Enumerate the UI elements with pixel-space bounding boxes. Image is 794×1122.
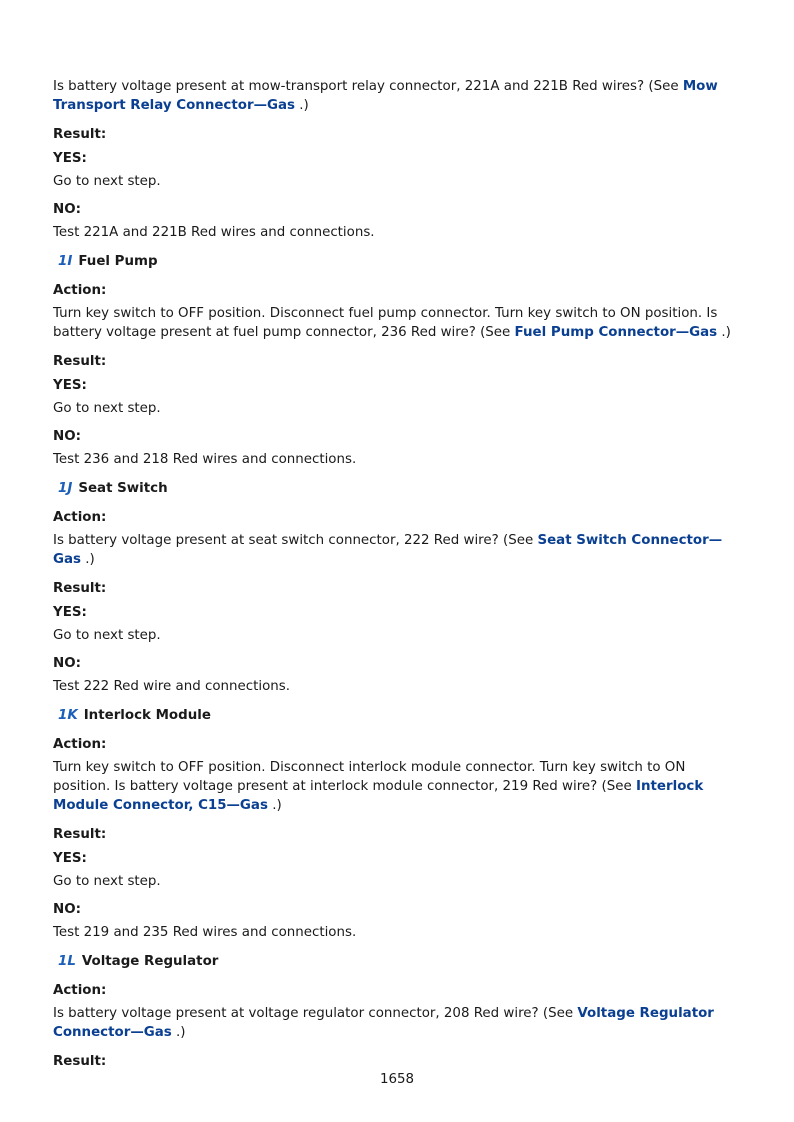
action-text bbox=[53, 531, 743, 569]
step-id: 1L bbox=[58, 954, 76, 969]
action-text bbox=[53, 1004, 743, 1042]
step-id: 1J bbox=[58, 481, 73, 496]
action-text: Is battery voltage present at mow-transport relay connector, 221A and 221B Red wires? (See bbox=[53, 79, 683, 94]
step-title: Fuel Pump bbox=[78, 254, 158, 269]
yes-text: Go to next step. bbox=[53, 401, 161, 416]
step-title: Seat Switch bbox=[78, 481, 168, 496]
result-label: Result: bbox=[53, 581, 107, 596]
yes-label: YES: bbox=[53, 851, 87, 866]
action-text-end: .) bbox=[171, 1025, 186, 1040]
action-text-start: Turn key switch to OFF position. Disconnect fuel pump connector. Turn key switch to ON position. Is battery voltage present at fuel pump connector, 236 Red wire? (See bbox=[53, 306, 718, 340]
step-title: Voltage Regulator bbox=[81, 954, 219, 969]
result-label: Result: bbox=[53, 354, 107, 369]
no-text: Test 219 and 235 Red wires and connections. bbox=[53, 925, 357, 940]
fuel-pump-connector-link[interactable]: Fuel Pump Connector—Gas bbox=[514, 325, 718, 340]
document-body bbox=[53, 77, 743, 1071]
step-title: Interlock Module bbox=[83, 708, 211, 723]
action-label: Action: bbox=[53, 737, 107, 752]
action-text-start: Turn key switch to OFF position. Disconnect interlock module connector. Turn key switch to ON position. Is battery voltage present at interlock module connector, 219 Red wire? (See bbox=[53, 760, 686, 794]
yes-label: YES: bbox=[53, 605, 87, 620]
interlock-module-connector-link[interactable]: Interlock Module Connector, C15—Gas bbox=[53, 779, 704, 813]
result-label: Result: bbox=[53, 1054, 107, 1069]
yes-text: Go to next step. bbox=[53, 874, 161, 889]
action-text-start: Is battery voltage present at seat switch connector, 222 Red wire? (See bbox=[53, 533, 538, 548]
action-text-end: .) bbox=[717, 325, 731, 340]
no-label: NO: bbox=[53, 429, 81, 444]
yes-label: YES: bbox=[53, 378, 87, 393]
step-id: 1I bbox=[58, 254, 73, 269]
action-text-start: Is battery voltage present at voltage regulator connector, 208 Red wire? (See bbox=[53, 1006, 578, 1021]
action-text-end: .) bbox=[267, 798, 282, 813]
page-number: 1658 bbox=[379, 1072, 415, 1087]
no-text: Test 221A and 221B Red wires and connections. bbox=[53, 225, 375, 240]
action-text-end: .) bbox=[294, 98, 309, 113]
no-label: NO: bbox=[53, 202, 81, 217]
intro-action-text bbox=[53, 77, 743, 115]
no-label: NO: bbox=[53, 656, 81, 671]
step-heading bbox=[53, 706, 743, 725]
no-text: Test 236 and 218 Red wires and connections. bbox=[53, 452, 357, 467]
action-text bbox=[53, 758, 743, 815]
step-id: 1K bbox=[58, 708, 78, 723]
mow-transport-relay-link[interactable]: Mow Transport Relay Connector—Gas bbox=[53, 79, 718, 113]
no-text: Test 222 Red wire and connections. bbox=[53, 679, 290, 694]
seat-switch-connector-link[interactable]: Seat Switch Connector—Gas bbox=[53, 533, 723, 567]
voltage-regulator-connector-link[interactable]: Voltage Regulator Connector—Gas bbox=[53, 1006, 714, 1040]
result-label: Result: bbox=[53, 127, 107, 142]
action-label: Action: bbox=[53, 983, 107, 998]
action-label: Action: bbox=[53, 510, 107, 525]
yes-label: YES: bbox=[53, 151, 87, 166]
action-label: Action: bbox=[53, 283, 107, 298]
yes-text: Go to next step. bbox=[53, 174, 161, 189]
step-heading bbox=[53, 479, 743, 498]
action-text-end: .) bbox=[81, 552, 95, 567]
step-heading bbox=[53, 952, 743, 971]
result-label: Result: bbox=[53, 827, 107, 842]
action-text bbox=[53, 304, 743, 342]
no-label: NO: bbox=[53, 902, 81, 917]
step-heading bbox=[53, 252, 743, 271]
yes-text: Go to next step. bbox=[53, 628, 161, 643]
